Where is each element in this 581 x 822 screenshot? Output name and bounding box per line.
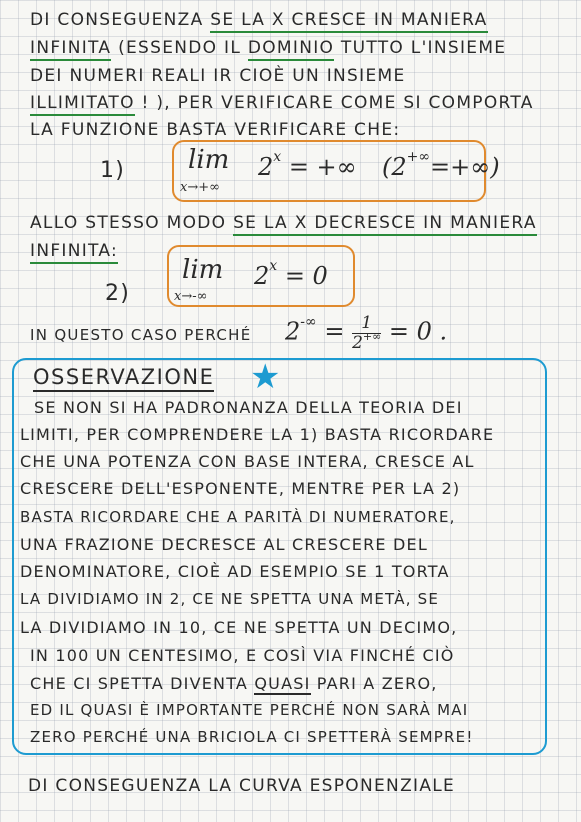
case-fraction-denominator [352,329,382,353]
highlight-word: INFINITA: [30,241,118,264]
observation-line: LA DIVIDIAMO IN 10, CE NE SPETTA UN DECIMO, [20,618,458,637]
observation-line: DENOMINATORE, CIOÈ AD ESEMPIO SE 1 TORTA [20,562,450,581]
case-text: IN QUESTO CASO PERCHÉ [30,326,252,344]
equation-1-base: 2 [258,153,274,181]
equation-1-number: 1) [100,158,126,183]
equation-2-body [254,258,328,290]
observation-line: IN 100 UN CENTESIMO, E COSÌ VIA FINCHÉ CIÒ [30,646,455,665]
case-rhs: = 0 . [381,317,448,346]
highlight-word: ILLIMITATO [30,93,135,116]
equation-1-body [258,149,357,181]
equation-1-note [382,149,500,181]
observation-text: PARI A ZERO, [310,674,438,693]
highlight-phrase: SE LA X CRESCE IN MANIERA [210,10,487,33]
equation-1-note-rhs: =+∞) [430,153,500,181]
equation-1-lim: lim [188,145,230,175]
observation-line: UNA FRAZIONE DECRESCE AL CRESCERE DEL [20,535,428,554]
equation-1-note-base: (2 [382,153,407,181]
intro-text: DI CONSEGUENZA [30,10,211,30]
mid-text: ALLO STESSO MODO [30,213,234,233]
equation-1-subscript: x→+∞ [180,180,220,195]
case-fraction-den-base: 2 [352,332,363,353]
case-fraction-numerator: 1 [352,314,381,334]
equation-1-rhs: = +∞ [281,153,357,181]
observation-line: SE NON SI HA PADRONANZA DELLA TEORIA DEI [34,398,463,417]
star-icon: ★ [250,357,281,397]
observation-line: ED IL QUASI È IMPORTANTE PERCHÉ NON SARÀ MAI [30,701,469,719]
observation-line: ZERO PERCHÉ UNA BRICIOLA CI SPETTERÀ SEMPRE! [30,728,474,746]
intro-text: TUTTO L'INSIEME [334,38,507,58]
observation-text: CHE CI SPETTA DIVENTA [30,674,255,693]
equation-2-rhs: = 0 [277,262,328,290]
highlight-word: DOMINIO [248,38,334,61]
observation-line: LIMITI, PER COMPRENDERE LA 1) BASTA RICORDARE [20,425,495,444]
intro-text: ! ), PER VERIFICARE COME SI COMPORTA [134,93,534,113]
equation-1-note-exponent: +∞ [406,149,431,165]
emphasis-word: QUASI [254,674,311,693]
intro-line-4 [30,95,534,112]
highlight-word: INFINITA [30,38,111,61]
case-fraction-den-exponent: +∞ [362,329,382,343]
case-eq: = [316,317,353,346]
intro-text: (ESSENDO IL [111,38,248,58]
equation-2-base: 2 [254,262,270,290]
equation-2-exponent: x [269,258,278,274]
highlight-phrase: SE LA X DECRESCE IN MANIERA [233,213,537,236]
intro-line-5: LA FUNZIONE BASTA VERIFICARE CHE: [30,120,401,140]
equation-2-lim: lim [182,255,224,285]
case-base: 2 [285,317,301,346]
equation-2-number: 2) [105,281,131,306]
mid-line-1 [30,215,537,232]
observation-line: LA DIVIDIAMO IN 2, CE NE SPETTA UNA METÀ, SE [20,590,440,608]
observation-box [12,358,547,755]
observation-line [30,676,438,692]
footer-line: DI CONSEGUENZA LA CURVA ESPONENZIALE [28,776,456,796]
intro-line-1 [30,12,488,29]
case-formula [285,314,447,352]
observation-title: OSSERVAZIONE [33,367,214,392]
observation-line: BASTA RICORDARE CHE A PARITÀ DI NUMERATORE, [20,508,456,526]
equation-1-exponent: x [273,149,282,165]
case-exponent: -∞ [300,313,317,330]
observation-line: CHE UNA POTENZA CON BASE INTERA, CRESCE AL [20,452,475,471]
intro-line-2 [30,40,506,57]
mid-line-2 [30,243,118,260]
equation-2-subscript: x→-∞ [174,289,208,304]
case-fraction [352,314,381,352]
observation-line: CRESCERE DELL'ESPONENTE, MENTRE PER LA 2) [20,479,461,498]
intro-line-3: DEI NUMERI REALI IR CIOÈ UN INSIEME [30,66,406,86]
